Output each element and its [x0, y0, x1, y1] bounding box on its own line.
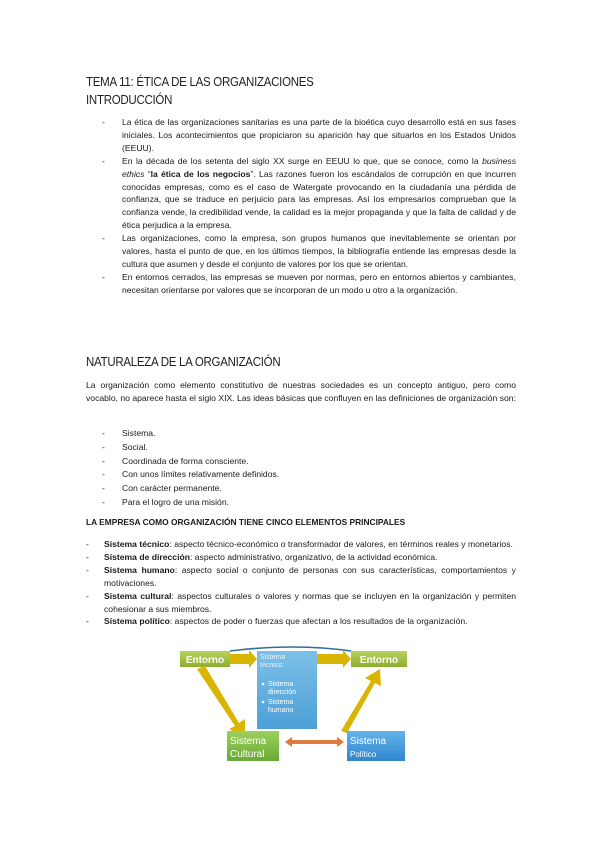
- intro-list: [86, 116, 516, 297]
- cultural-label-1: Sistema: [230, 736, 267, 747]
- nature-item: - Con carácter permanente.: [86, 482, 516, 496]
- center-bullet-2: [262, 701, 265, 704]
- element-item: - Sistema cultural: aspectos culturales o valores y normas que se incluyen en la organización y permiten cohesionar a sus miembros.: [86, 590, 516, 616]
- elements-heading: LA EMPRESA COMO ORGANIZACIÓN TIENE CINCO ELEMENTOS PRINCIPALES: [86, 517, 406, 527]
- nature-list: [86, 427, 516, 510]
- center-bullet-1-label-b: dirección: [268, 689, 297, 696]
- top-connector-line: [230, 647, 351, 651]
- nature-item: - Social.: [86, 441, 516, 455]
- entorno-right-label: Entorno: [359, 655, 399, 666]
- center-bullet-2-label-a: Sistema: [268, 699, 294, 706]
- nature-item: - Con unos límites relativamente definidos.: [86, 468, 516, 482]
- entorno-left-label: Entorno: [185, 655, 225, 666]
- center-bullet-1-label-a: Sistema: [268, 681, 294, 688]
- nature-paragraph: La organización como elemento constitutivo de nuestras sociedades es un concepto antiguo, pero como vocablo, no aparece hasta el siglo XIX. Las ideas básicas que confluyen en las definiciones de organización son:: [86, 380, 516, 403]
- center-title-1: Sistema: [260, 654, 286, 661]
- center-bullet-1: [262, 683, 265, 686]
- nature-item: - Para el logro de una misión.: [86, 496, 516, 510]
- element-item: - Sistema de dirección: aspecto administrativo, organizativo, de la actividad económica.: [86, 551, 516, 564]
- nature-heading: NATURALEZA DE LA ORGANIZACIÓN: [86, 355, 281, 369]
- intro-item: - En la década de los setenta del siglo XX surge en EEUU lo que, que se conoce, como la business ethics “la ética de los negocios”. Las razones fueron los escándalos de corrupción en que incurren conocidas empresas, como es el caso de Watergate provocando en la ciudadanía una pérdida de confianza, que se traduce en perjuicio para las empresas. Así los empresarios comprueban que la confianza vende, la credibilidad vende, la calidad es la mejor propaganda y que la falta de calidad y de ética perjudica a la empresa.: [86, 155, 516, 232]
- element-item: - Sistema humano: aspecto social o conjunto de personas con sus características, comportamientos y motivaciones.: [86, 564, 516, 590]
- arrow-center-to-entorno: [317, 650, 351, 668]
- document-title: TEMA 11: ÉTICA DE LAS ORGANIZACIONES: [86, 75, 314, 89]
- organization-diagram: [175, 645, 420, 765]
- intro-heading: INTRODUCCIÓN: [86, 93, 173, 107]
- nature-item: - Coordinada de forma consciente.: [86, 455, 516, 469]
- intro-item: - En entornos cerrados, las empresas se mueven por normas, pero en entornos abiertos y cambiantes, necesitan orientarse por valores que se incorporan de un modo u otro a la organización.: [86, 271, 516, 297]
- double-arrow-cultural-politico: [285, 737, 344, 747]
- intro-item: - Las organizaciones, como la empresa, son grupos humanos que inevitablemente se orientan por valores, hasta el punto de que, en los últimos tiempos, la bibliografía entiende las empresas desde la cultura que asumen y desde el conjunto de valores por los que se orientan.: [86, 232, 516, 271]
- intro-item: - La ética de las organizaciones sanitarias es una parte de la bioética cuyo desarrollo está en sus fases iniciales. Los acontecimientos que propiciaron su aparición hay que situarlos en los Estados Unidos (EEUU).: [86, 116, 516, 155]
- arrow-entorno-to-center: [230, 650, 257, 668]
- center-bullet-2-label-b: humano: [268, 707, 294, 714]
- nature-item: - Sistema.: [86, 427, 516, 441]
- elements-list: [86, 538, 516, 628]
- element-item: - Sistema político: aspectos de poder o fuerzas que afectan a los resultados de la organización.: [86, 615, 516, 628]
- arrow-politico-to-entorno: [341, 669, 381, 733]
- politico-label-2: Político: [350, 750, 377, 759]
- cultural-label-2: Cultural: [230, 749, 265, 760]
- arrow-entorno-to-cultural: [197, 666, 245, 737]
- element-item: - Sistema técnico: aspecto técnico-económico o transformador de valores, en términos reales y monetarios.: [86, 538, 516, 551]
- center-title-2: técnico:: [260, 662, 285, 669]
- politico-label-1: Sistema: [350, 736, 387, 747]
